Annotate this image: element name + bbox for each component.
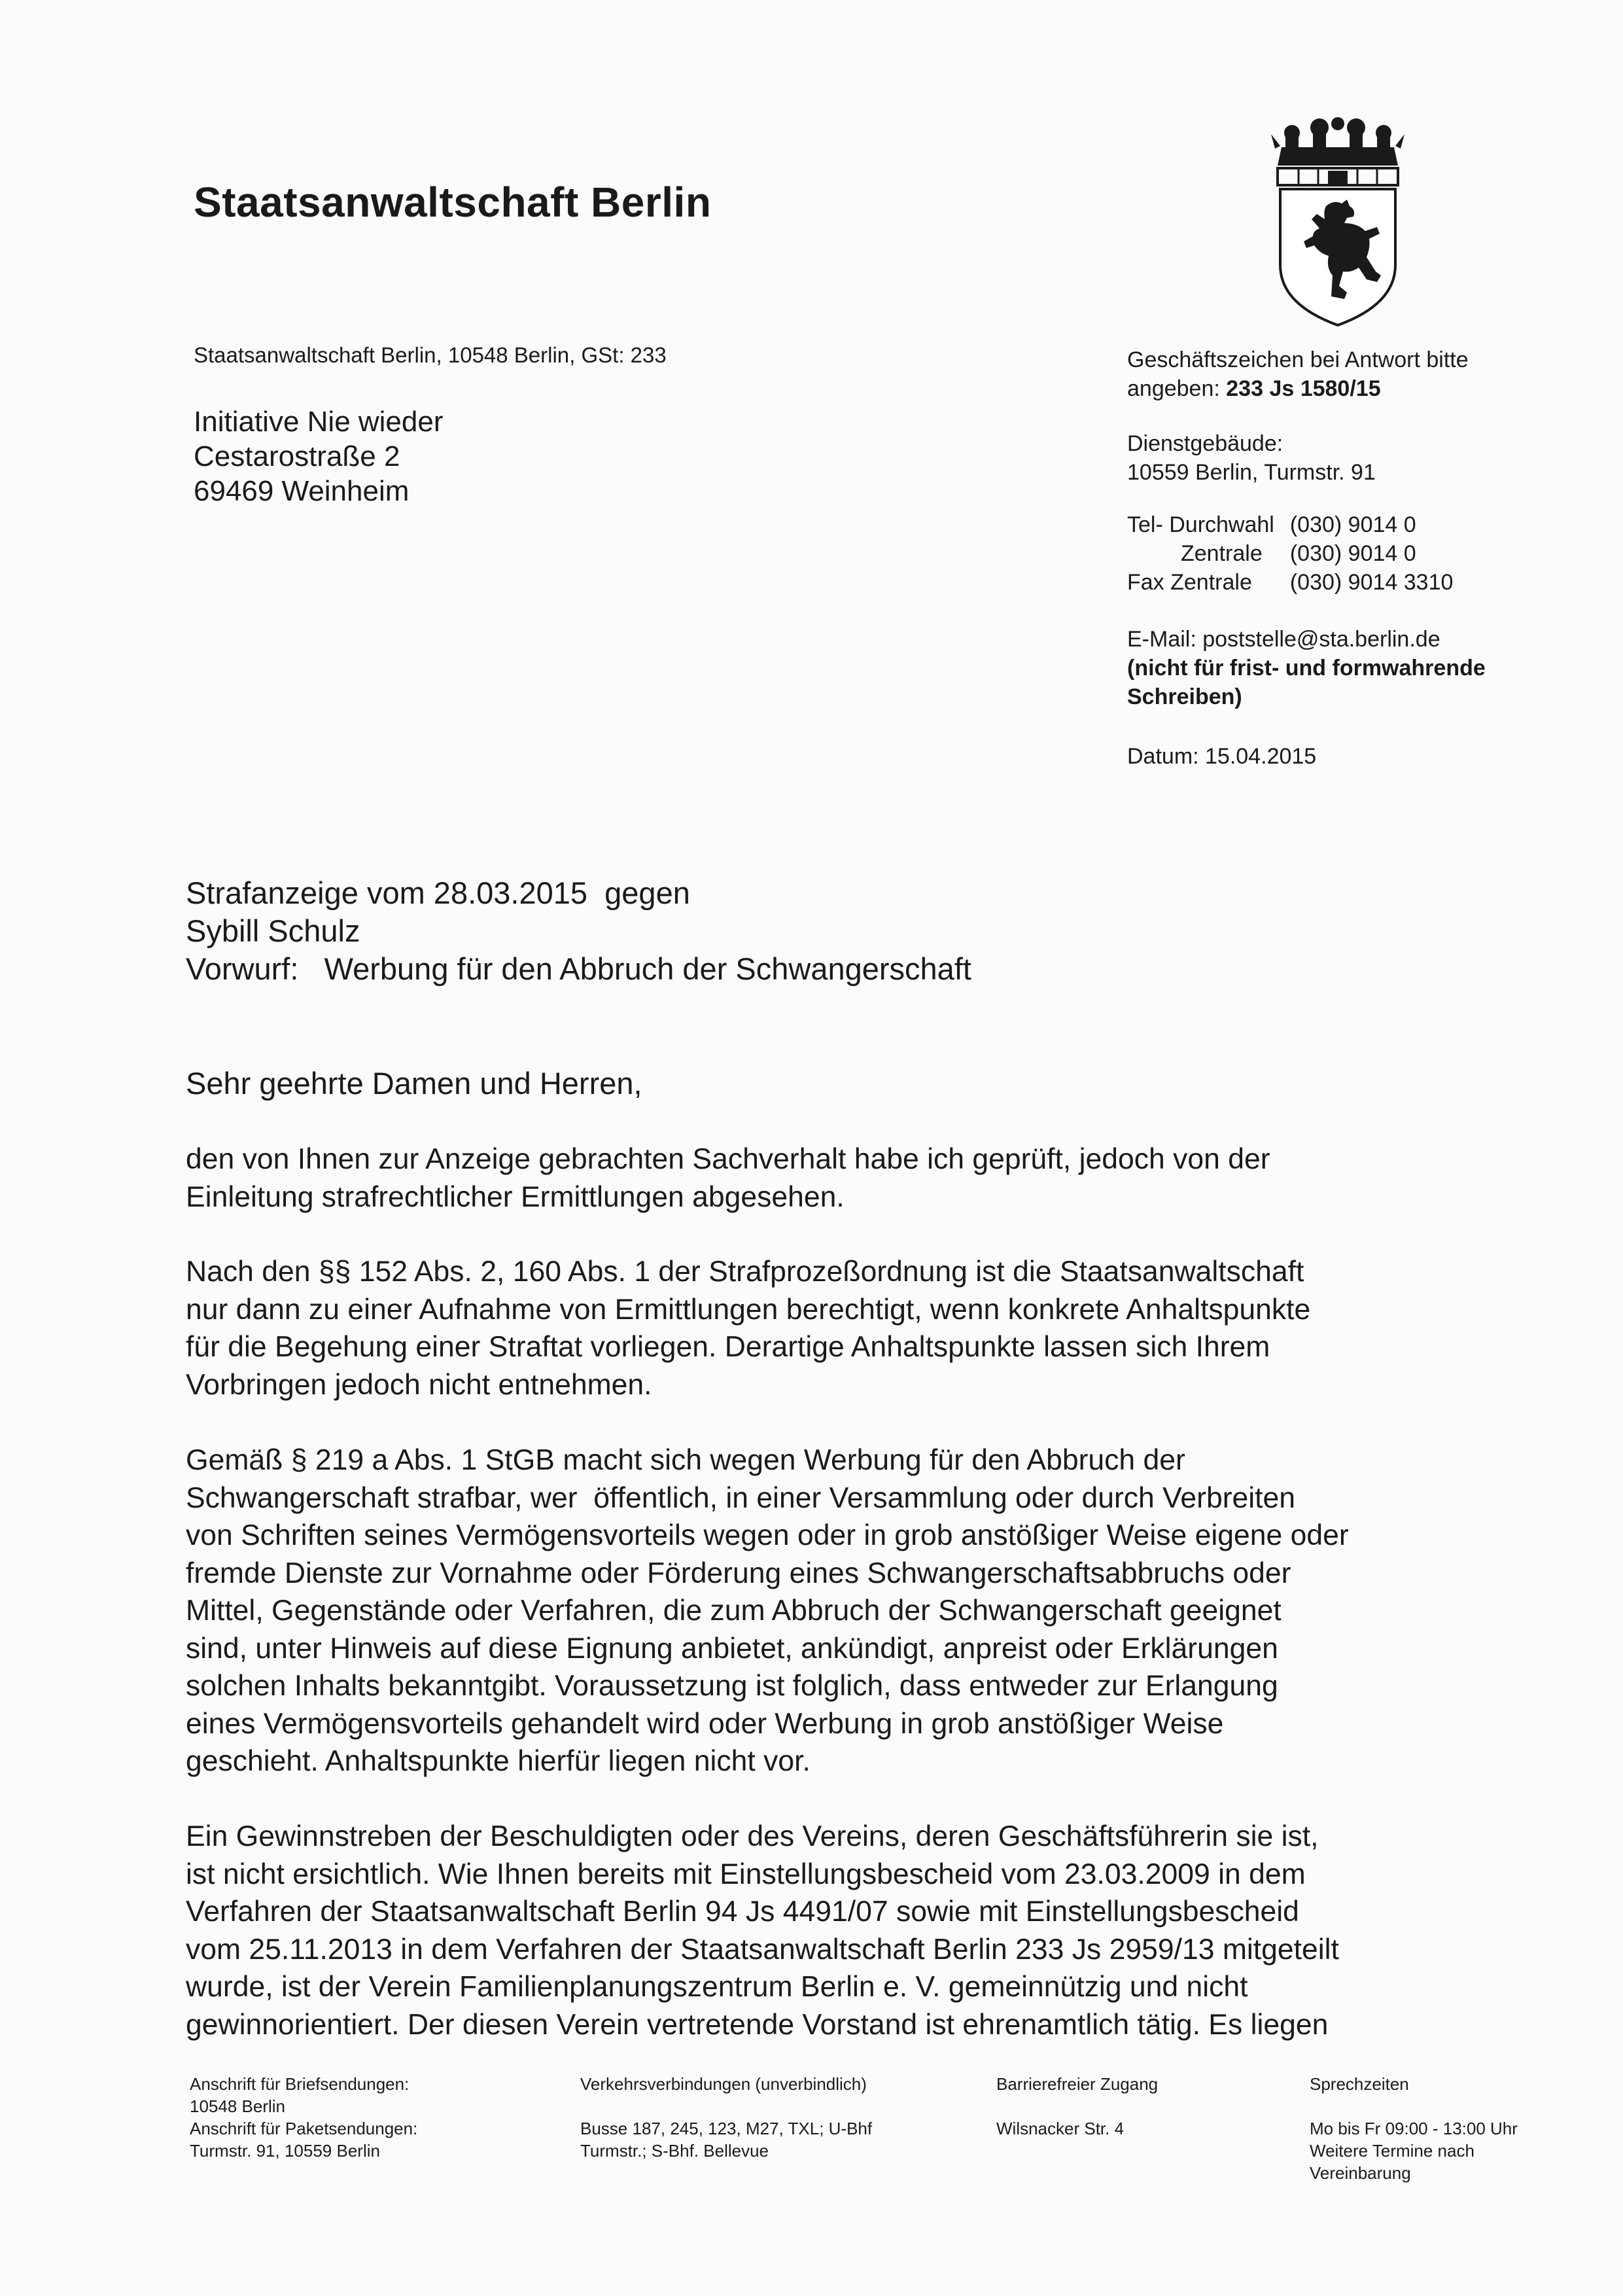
authority-title: Staatsanwaltschaft Berlin	[194, 179, 712, 226]
phone-block	[1127, 510, 1453, 597]
paragraph-line: geschieht. Anhaltspunkte hierfür liegen nicht vor.	[186, 1745, 811, 1777]
reference-block	[1127, 345, 1469, 403]
phone-label: Fax Zentrale	[1127, 570, 1252, 595]
subject-block	[186, 874, 1507, 988]
berlin-bear-crest-icon	[1266, 108, 1410, 330]
phone-number: (030) 9014 0	[1289, 541, 1416, 566]
paragraph-line: ist nicht ersichtlich. Wie Ihnen bereits mit Einstellungsbescheid vom 23.03.2009 in dem	[186, 1858, 1306, 1890]
greeting: Sehr geehrte Damen und Herren,	[186, 1066, 642, 1101]
paragraph-line: Verfahren der Staatsanwaltschaft Berlin 94 Js 4491/07 sowie mit Einstellungsbescheid	[186, 1896, 1299, 1928]
footer-line: Turmstr. 91, 10559 Berlin	[190, 2141, 380, 2161]
footer-line: Busse 187, 245, 123, M27, TXL; U-Bhf	[580, 2119, 873, 2138]
paragraph-line: von Schriften seines Vermögensvorteils wegen oder in grob anstößiger Weise eigene oder	[186, 1519, 1349, 1551]
footer-line: Anschrift für Briefsendungen:	[190, 2074, 410, 2094]
paragraph-line: für die Begehung einer Straftat vorliegen. Derartige Anhaltspunkte lassen sich Ihrem	[186, 1331, 1270, 1363]
paragraph-line: sind, unter Hinweis auf diese Eignung anbietet, ankündigt, anpreist oder Erklärungen	[186, 1632, 1278, 1665]
subject-line: Strafanzeige vom 28.03.2015 gegen	[186, 875, 690, 910]
paragraph-line: wurde, ist der Verein Familienplanungszentrum Berlin e. V. gemeinnützig und nicht	[186, 1971, 1248, 2003]
footer-heading: Sprechzeiten	[1310, 2074, 1409, 2094]
paragraph-line: Nach den §§ 152 Abs. 2, 160 Abs. 1 der Strafprozeßordnung ist die Staatsanwaltschaft	[186, 1256, 1304, 1288]
email-block	[1127, 625, 1486, 711]
phone-number: (030) 9014 3310	[1289, 570, 1454, 595]
paragraph-line: Mittel, Gegenstände oder Verfahren, die zum Abbruch der Schwangerschaft geeignet	[186, 1595, 1282, 1627]
phone-number: (030) 9014 0	[1289, 512, 1416, 537]
subject-text: Werbung für den Abbruch der Schwangerschaft	[324, 951, 971, 986]
paragraph-line: Schwangerschaft strafbar, wer öffentlich, in einer Versammlung oder durch Verbreiten	[186, 1481, 1296, 1514]
paragraph-line: Ein Gewinnstreben der Beschuldigten oder des Vereins, deren Geschäftsführerin sie ist,	[186, 1820, 1319, 1852]
paragraph	[186, 1818, 1507, 2043]
paragraph-line: eines Vermögensvorteils gehandelt wird oder Werbung in grob anstößiger Weise	[186, 1707, 1224, 1740]
footer-accessibility	[996, 2073, 1158, 2140]
paragraph-line: vom 25.11.2013 in dem Verfahren der Staatsanwaltschaft Berlin 233 Js 2959/13 mitgeteilt	[186, 1933, 1339, 1966]
phone-row	[1127, 510, 1453, 539]
footer-line: Mo bis Fr 09:00 - 13:00 Uhr	[1310, 2119, 1518, 2138]
recipient-address	[194, 404, 444, 508]
footer-office-hours	[1310, 2073, 1518, 2184]
paragraph-line: Einleitung strafrechtlicher Ermittlungen abgesehen.	[186, 1180, 845, 1213]
footer-heading: Barrierefreier Zugang	[996, 2074, 1159, 2094]
email-address: E-Mail: poststelle@sta.berlin.de	[1127, 627, 1440, 652]
email-note: Schreiben)	[1127, 684, 1242, 709]
reference-number: 233 Js 1580/15	[1226, 376, 1381, 401]
footer-line: Vereinbarung	[1310, 2163, 1411, 2183]
building-block	[1127, 429, 1376, 487]
paragraph-line: Vorbringen jedoch nicht entnehmen.	[186, 1368, 652, 1401]
recipient-line: 69469 Weinheim	[194, 475, 410, 507]
paragraph-line: Gemäß § 219 a Abs. 1 StGB macht sich wegen Werbung für den Abbruch der	[186, 1444, 1185, 1476]
sender-line: Staatsanwaltschaft Berlin, 10548 Berlin, GSt: 233	[194, 343, 667, 367]
phone-row	[1127, 568, 1453, 597]
footer-line: 10548 Berlin	[190, 2096, 285, 2116]
footer-line: Anschrift für Paketsendungen:	[190, 2119, 418, 2138]
recipient-line: Initiative Nie wieder	[194, 406, 444, 438]
paragraph-line: fremde Dienste zur Vornahme oder Förderung eines Schwangerschaftsabbruchs oder	[186, 1557, 1291, 1589]
recipient-line: Cestarostraße 2	[194, 440, 400, 472]
footer-line: Wilsnacker Str. 4	[996, 2119, 1125, 2138]
subject-line: Sybill Schulz	[186, 913, 360, 948]
phone-row	[1127, 539, 1453, 568]
paragraph	[186, 1441, 1507, 1780]
reference-label: Geschäftszeichen bei Antwort bitte	[1127, 347, 1469, 372]
paragraph-line: gewinnorientiert. Der diesen Verein vertretende Vorstand ist ehrenamtlich tätig. Es liegen	[186, 2008, 1329, 2041]
paragraph	[186, 1253, 1507, 1404]
footer-line: Weitere Termine nach	[1310, 2141, 1475, 2161]
phone-label: Tel- Durchwahl	[1127, 512, 1274, 537]
email-note: (nicht für frist- und formwahrende	[1127, 656, 1486, 680]
building-label: Dienstgebäude:	[1127, 431, 1283, 456]
paragraph-line: solchen Inhalts bekanntgibt. Voraussetzung ist folglich, dass entweder zur Erlangung	[186, 1670, 1278, 1702]
footer-heading: Verkehrsverbindungen (unverbindlich)	[580, 2074, 867, 2094]
building-address: 10559 Berlin, Turmstr. 91	[1127, 460, 1376, 485]
footer-line: Turmstr.; S-Bhf. Bellevue	[580, 2141, 769, 2161]
footer-mail-addresses	[190, 2073, 417, 2162]
reference-prefix: angeben:	[1127, 376, 1220, 401]
letter-date: Datum: 15.04.2015	[1127, 744, 1317, 769]
paragraph-line: nur dann zu einer Aufnahme von Ermittlungen berechtigt, wenn konkrete Anhaltspunkte	[186, 1293, 1311, 1326]
paragraph	[186, 1140, 1507, 1216]
phone-label: Zentrale	[1181, 541, 1263, 566]
subject-label: Vorwurf:	[186, 951, 299, 986]
paragraph-line: den von Ihnen zur Anzeige gebrachten Sachverhalt habe ich geprüft, jedoch von der	[186, 1143, 1270, 1175]
footer-transport	[580, 2073, 872, 2162]
